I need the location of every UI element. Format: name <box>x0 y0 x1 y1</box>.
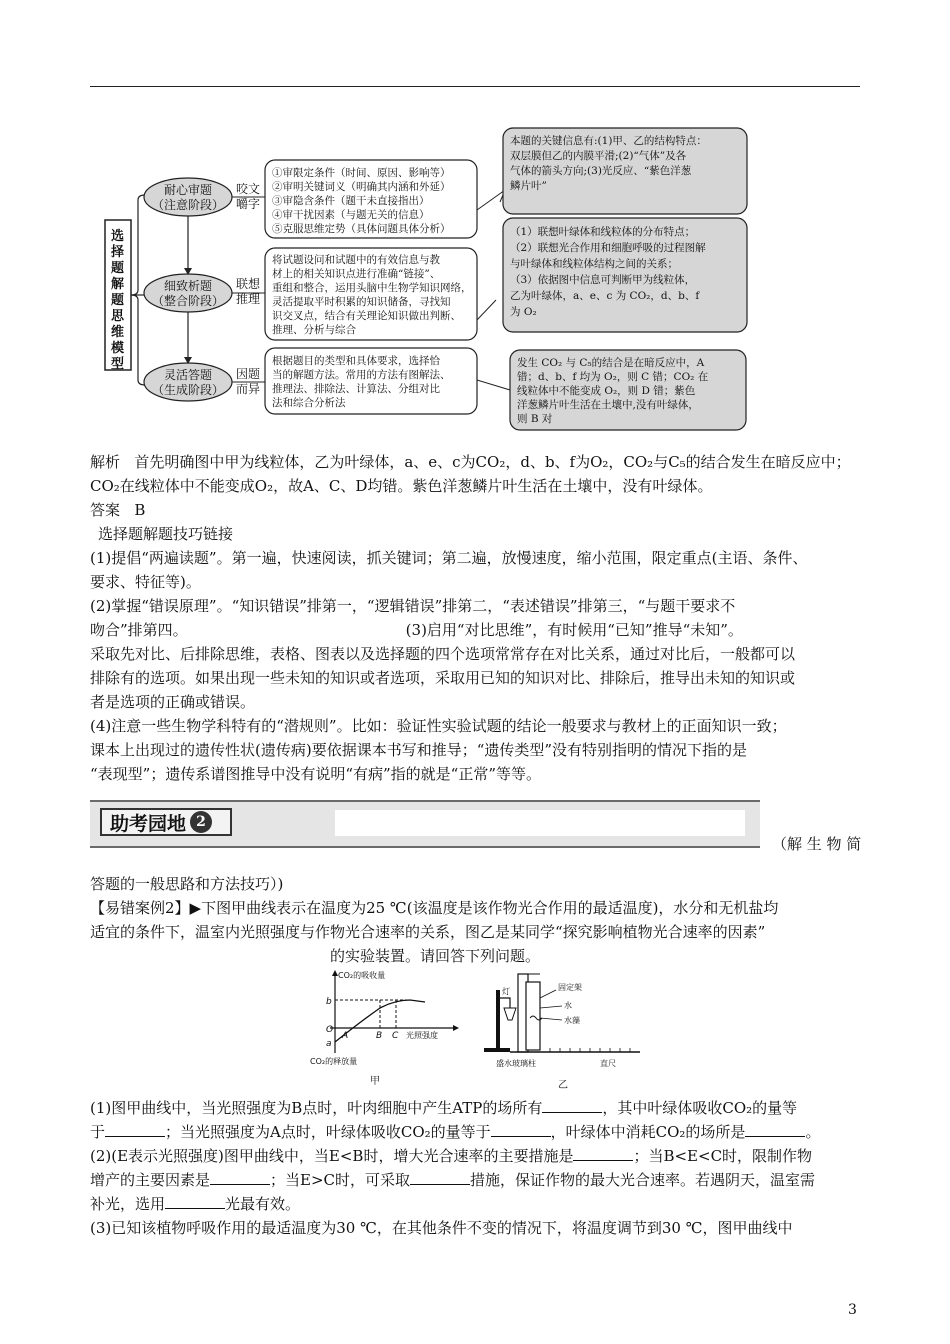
stage-box-line: ②审明关键词义（明确其内涵和外延） <box>272 181 451 193</box>
stage-title: 耐心审题 <box>163 183 213 197</box>
fig-jia-a: a <box>326 1039 332 1049</box>
stage-box-line: 当的解题方法。常用的方法有图解法、 <box>272 369 451 381</box>
stage-box-line: ④审干扰因素（与题无关的信息） <box>272 209 430 221</box>
stage-box-line: 法和综合分析法 <box>272 397 346 409</box>
skills-text: 课本上出现过的遗传性状(遗传病)要依据课本书写和推导；“遗传类型”没有特别指明的情况下指的是 <box>90 741 748 759</box>
analysis-text: CO₂在线粒体中不能变成O₂，故A、C、D均错。紫色洋葱鳞片叶生活在土壤中，没有叶绿体。 <box>90 477 713 495</box>
skills-text: 者是选项的正确或错误。 <box>90 693 256 711</box>
skills-title: 选择题解题技巧链接 <box>98 525 234 543</box>
callout-line: 为 O₂ <box>510 306 537 318</box>
answer-blank[interactable] <box>542 1112 602 1113</box>
answer-blank[interactable] <box>745 1136 805 1137</box>
question-text: ；当E>C时，可采取 <box>270 1171 411 1189</box>
callout-line: 双层膜但乙的内膜平滑;(2)“气体”及各 <box>510 150 687 162</box>
skills-text: (4)注意一些生物学科特有的“潜规则”。比如：验证性实验试题的结论一般要求与教材上的正面知识一致； <box>90 717 787 735</box>
fig-yi-caption: 乙 <box>558 1080 568 1091</box>
stage-box-line: 将试题设问和试题中的有效信息与教 <box>272 254 440 266</box>
fig-jia-A: A <box>342 1031 349 1041</box>
skills-text: 排除有的选项。如果出现一些未知的知识或者选项，采取用已知的知识对比、排除后，推导出未知的知识或 <box>90 669 796 687</box>
analysis-block <box>90 450 865 786</box>
stage-box-line: 推理、分析与综合 <box>272 324 356 336</box>
stage-box-line: 材上的相关知识点进行准确“链接”、 <box>272 268 441 280</box>
case-block <box>90 872 865 968</box>
stage-subtitle: （生成阶段） <box>151 383 225 397</box>
fig-yi-water: 水 <box>564 1001 572 1010</box>
skills-text: (3)启用“对比思维”，有时候用“已知”推导“未知”。 <box>405 621 743 639</box>
callout-line: （3）依据图中信息可判断甲为线粒体， <box>510 274 696 286</box>
stage-box-line: 推理法、排除法、计算法、分组对比 <box>272 383 440 395</box>
vertical-title-char: 思 <box>111 309 125 324</box>
question-text: 补光，选用 <box>90 1195 166 1213</box>
callout-line: 乙为叶绿体，a、e、c 为 CO₂，d、b、f <box>510 290 700 302</box>
callout-line: 与叶绿体和线粒体结构之间的关系； <box>510 258 678 270</box>
case-text: 答题的一般思路和方法技巧）) <box>90 875 284 893</box>
stage-action: 联想 <box>236 277 261 291</box>
callout-line: 则 B 对 <box>517 413 553 425</box>
stage-action: 咬文 <box>236 182 261 196</box>
vertical-title-char: 题 <box>111 261 125 276</box>
stage-action: 而异 <box>236 382 261 396</box>
question-text: 。 <box>805 1123 821 1141</box>
callout-line: （2）联想光合作用和细胞呼吸的过程图解 <box>510 242 706 254</box>
fig-jia-xlabel: 光照强度 <box>406 1031 438 1040</box>
banner-blank <box>335 810 745 836</box>
stage-box-line: ⑤克服思维定势（具体问题具体分析） <box>272 223 451 235</box>
fig-jia-C: C <box>392 1031 399 1041</box>
stage-box-line: ③审隐含条件（题干未直接指出） <box>272 195 430 207</box>
callout-line: （1）联想叶绿体和线粒体的分布特点； <box>510 226 696 238</box>
answer-blank[interactable] <box>573 1160 633 1161</box>
answer-label: 答案 <box>90 501 121 519</box>
vertical-title-char: 择 <box>111 245 125 260</box>
question-text: ；当光照强度为A点时，叶绿体吸收CO₂的量等于 <box>165 1123 491 1141</box>
fig-yi-alga: 水藻 <box>564 1016 580 1025</box>
fig-jia-ylabel2: CO₂的释放量 <box>310 1057 358 1066</box>
callout-line: 气体的箭头方向;(3)光反应、“紫色洋葱 <box>510 165 692 177</box>
answer-blank[interactable] <box>165 1208 225 1209</box>
stage-box-line: 灵活提取平时积累的知识储备，寻找知 <box>272 296 451 308</box>
callout-line: 线粒体中不能变成 O₂，则 D 错；紫色 <box>517 385 696 397</box>
stage-title: 灵活答题 <box>163 368 213 382</box>
banner-title: 助考园地 <box>110 812 187 835</box>
skills-text: “表现型”；遗传系谱图推导中没有说明“有病”指的就是“正常”等等。 <box>90 765 542 783</box>
vertical-title-char: 选 <box>111 229 125 244</box>
analysis-label: 解析 <box>90 453 121 471</box>
skills-text: (1)提倡“两遍读题”。第一遍，快速阅读，抓关键词；第二遍，放慢速度，缩小范围，限定重点(主语、条件、 <box>90 549 808 567</box>
vertical-title-char: 题 <box>111 293 125 308</box>
answer-blank[interactable] <box>410 1184 470 1185</box>
stage-action: 嚼字 <box>236 197 261 211</box>
answer-value: B <box>134 501 146 519</box>
skills-text: (2)掌握“错误原理”。“知识错误”排第一，“逻辑错误”排第二，“表述错误”排第三，“与题干要求不 <box>90 597 736 615</box>
callout-line: 错；d、b、f 均为 O₂，则 C 错；CO₂ 在 <box>517 371 709 383</box>
stage-box-line: 根据题目的类型和具体要求，选择恰 <box>272 355 440 367</box>
fig-jia-o: O <box>326 1025 334 1035</box>
stage-box-line: ①审限定条件（时间、原因、影响等） <box>272 167 451 179</box>
vertical-title-char: 维 <box>111 325 125 340</box>
question-text: (3)已知该植物呼吸作用的最适温度为30 ℃，在其他条件不变的情况下，将温度调节到30 ℃，图甲曲线中 <box>90 1219 793 1237</box>
question-text: 光最有效。 <box>225 1195 301 1213</box>
question-text: ；当B<E<C时，限制作物 <box>633 1147 813 1165</box>
stage-box-line: 重组和整合，运用头脑中生物学知识网络， <box>272 282 472 294</box>
banner-number-icon: 2 <box>190 811 212 833</box>
case-text: 【易错案例2】▶下图甲曲线表示在温度为25 ℃(该温度是该作物光合作用的最适温度)，水分和无机盐均 <box>90 899 779 917</box>
vertical-title-char: 模 <box>111 341 125 356</box>
analysis-text: 首先明确图中甲为线粒体，乙为叶绿体，a、e、c为CO₂，d、b、f为O₂，CO₂与C₅的结合发生在暗反应中； <box>134 453 851 471</box>
case-text: 的实验装置。请回答下列问题。 <box>330 947 541 965</box>
section-banner <box>90 800 760 848</box>
question-text: (1)图甲曲线中，当光照强度为B点时，叶肉细胞中产生ATP的场所有 <box>90 1099 543 1117</box>
question-text: ，叶绿体中消耗CO₂的场所是 <box>550 1123 746 1141</box>
fig-jia-ylabel: CO₂的吸收量 <box>338 971 386 980</box>
fig-yi-stand: 固定架 <box>558 983 582 992</box>
callout-line: 洋葱鳞片叶生活在土壤中,没有叶绿体， <box>517 399 699 411</box>
question-text: 增产的主要因素是 <box>90 1171 211 1189</box>
answer-blank[interactable] <box>105 1136 165 1137</box>
skills-text: 吻合”排第四。 <box>90 621 188 639</box>
banner-title-box <box>100 808 232 836</box>
stage-action: 推理 <box>236 292 261 306</box>
callout-line: 本题的关键信息有:(1)甲、乙的结构特点： <box>510 135 707 147</box>
question-text: 措施，保证作物的最大光合速率。若遇阴天，温室需 <box>470 1171 816 1189</box>
question-text: 于 <box>90 1123 106 1141</box>
skills-text: 采取先对比、后排除思维，表格、图表以及选择题的四个选项常常存在对比关系，通过对比后，一般都可以 <box>90 645 796 663</box>
fig-jia-B: B <box>376 1031 383 1041</box>
experiment-figures <box>300 968 660 1093</box>
figure-jia <box>310 970 459 1087</box>
callout-line: 发生 CO₂ 与 C₅的结合是在暗反应中，A <box>517 357 705 369</box>
vertical-title-char: 解 <box>111 277 125 292</box>
stage-subtitle: （整合阶段） <box>151 294 225 308</box>
callout-line: 鳞片叶” <box>510 180 547 192</box>
fig-jia-caption: 甲 <box>370 1076 380 1087</box>
fig-jia-b: b <box>326 997 332 1007</box>
page-number: 3 <box>848 1302 857 1318</box>
case-text: 适宜的条件下，温室内光照强度与作物光合速率的关系，图乙是某同学“探究影响植物光合速率的因素” <box>90 923 766 941</box>
stage-title: 细致析题 <box>163 279 213 293</box>
banner-side-text: （解 生 物 简 <box>772 835 862 853</box>
stage-subtitle: （注意阶段） <box>151 198 225 212</box>
question-text: ，其中叶绿体吸收CO₂的量等 <box>602 1099 798 1117</box>
header-rule <box>90 86 860 87</box>
question-text: (2)(E表示光照强度)图甲曲线中，当E<B时，增大光合速率的主要措施是 <box>90 1147 574 1165</box>
stage-action: 因题 <box>236 367 261 381</box>
stage-box-line: 识交叉点，结合有关理论知识做出判断、 <box>272 310 461 322</box>
answer-blank[interactable] <box>491 1136 551 1137</box>
fig-yi-column: 盛水玻璃柱 <box>496 1059 536 1068</box>
answer-blank[interactable] <box>210 1184 270 1185</box>
figure-yi <box>484 974 640 1091</box>
questions-block <box>90 1096 865 1240</box>
fig-yi-lamp: 灯 <box>502 987 510 996</box>
thinking-model-diagram <box>100 135 780 440</box>
skills-text: 要求、特征等)。 <box>90 573 201 591</box>
fig-yi-ruler: 直尺 <box>600 1059 616 1068</box>
vertical-title-char: 型 <box>111 357 125 372</box>
